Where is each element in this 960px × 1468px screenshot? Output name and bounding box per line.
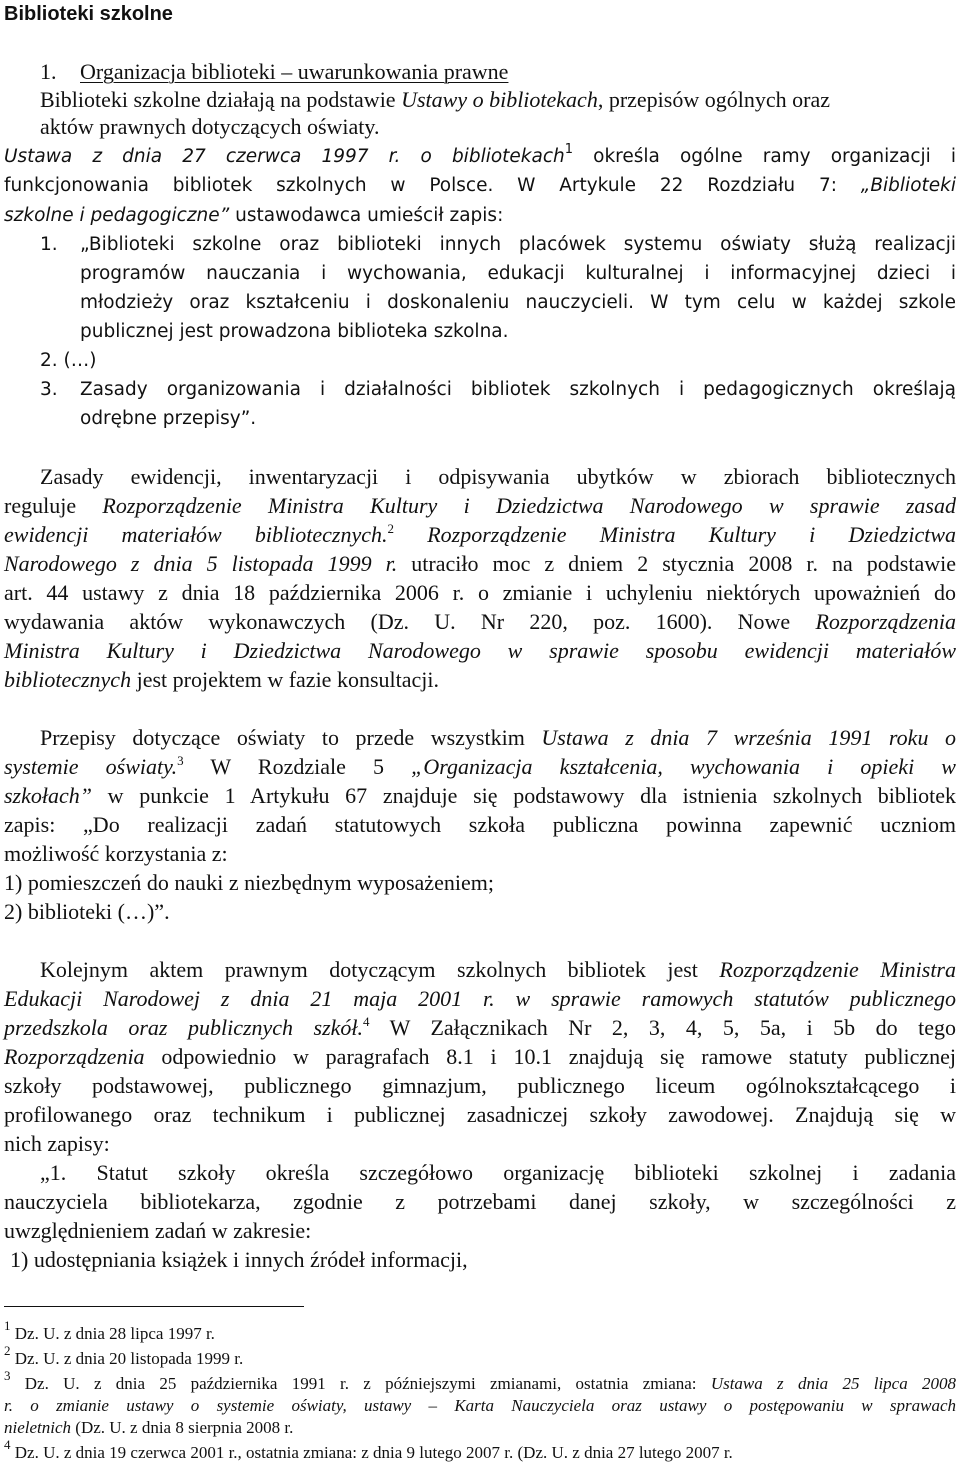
section-number: 1.	[40, 59, 57, 84]
text-line: aktów prawnych dotyczących oświaty.	[40, 114, 380, 139]
text-line: szkolne i pedagogiczne” ustawodawca umieścił zapis:	[4, 205, 504, 226]
footnote-3-cont: r. o zmianie ustawy o systemie oświaty, ustawy – Karta Nauczyciela oraz ustawy o postępowaniu w sprawach	[4, 1396, 956, 1415]
text-line: Zasady ewidencji, inwentaryzacji i odpisywania ubytków w zbiorach bibliotecznych	[40, 464, 956, 489]
text-line: ewidencji materiałów bibliotecznych.$^2$ Rozporządzenie Ministra Kultury i Dziedzictwa	[4, 521, 956, 547]
text-line: przedszkola oraz publicznych szkół.$^4$ W Załącznikach Nr 2, 3, 4, 5, 5a, i 5b do tego	[4, 1014, 956, 1040]
text-line: Biblioteki szkolne działają na podstawie Ustawy o bibliotekach, przepisów ogólnych oraz	[40, 87, 830, 112]
list-item: 1) udostępniania książek i innych źródeł informacji,	[10, 1247, 468, 1272]
quote-line: uwzględnieniem zadań w zakresie:	[4, 1218, 312, 1243]
quote-line: odrębne przepisy”.	[80, 408, 257, 429]
footnote-4: $^4$ Dz. U. z dnia 19 czerwca 2001 r., ostatnia zmiana: z dnia 9 lutego 2007 r. (Dz. U. z dnia 27 lutego 2007 r.	[4, 1437, 733, 1462]
footnote-1: $^1$ Dz. U. z dnia 28 lipca 1997 r.	[4, 1318, 215, 1343]
quote-line: „1. Statut szkoły określa szczegółowo organizację biblioteki szkolnej i zadania	[40, 1160, 956, 1185]
text-line: Edukacji Narodowej z dnia 21 maja 2001 r. w sprawie ramowych statutów publicznego	[4, 986, 956, 1011]
text-line: bibliotecznych jest projektem w fazie konsultacji.	[4, 667, 439, 692]
text-line: systemie oświaty.$^3$ W Rozdziale 5 „Organizacja kształcenia, wychowania i opieki w	[4, 753, 956, 779]
text-line: Narodowego z dnia 5 listopada 1999 r. utraciło moc z dniem 2 stycznia 2008 r. na podstawie	[4, 551, 957, 576]
text-line: szkołach” w punkcie 1 Artykułu 67 znajduje się podstawowy dla istnienia szkolnych bibliotek	[4, 783, 956, 808]
text-line: Kolejnym aktem prawnym dotyczącym szkolnych bibliotek jest Rozporządzenie Ministra	[40, 957, 956, 982]
text-line: Ministra Kultury i Dziedzictwa Narodowego w sprawie sposobu ewidencji materiałów	[4, 638, 956, 663]
quote-line: „Biblioteki szkolne oraz biblioteki innych placówek systemu oświaty służą realizacji	[80, 234, 956, 255]
footnote-2: $^2$ Dz. U. z dnia 20 listopada 1999 r.	[4, 1343, 244, 1368]
quote-line: programów nauczania i wychowania, edukacji kulturalnej i informacyjnej dzieci i	[80, 263, 956, 284]
quote-line: nauczyciela bibliotekarza, zgodnie z potrzebami danej szkoły, w szczególności z	[4, 1189, 956, 1214]
quote-line: młodzieży oraz kształceniu i doskonaleniu nauczycieli. W tym celu w każdej szkole	[80, 292, 956, 313]
document-heading: Biblioteki szkolne	[4, 3, 173, 25]
quote-line: publicznej jest prowadzona biblioteka szkolna.	[80, 321, 509, 342]
text-line: możliwość korzystania z:	[4, 841, 228, 866]
text-line: wydawania aktów wykonawczych (Dz. U. Nr 220, poz. 1600). Nowe Rozporządzenia	[4, 609, 956, 634]
section-title: Organizacja biblioteki – uwarunkowania prawne	[80, 59, 509, 84]
list-number: 3.	[40, 379, 58, 400]
text-line: art. 44 ustawy z dnia 18 października 2006 r. o zmianie i uchyleniu niektórych upoważnień do	[4, 580, 956, 605]
text-line: szkoły podstawowej, publicznego gimnazjum, publicznego liceum ogólnokształcącego i	[4, 1073, 956, 1098]
list-item: 2) biblioteki (…)”.	[4, 899, 170, 924]
text-line: Rozporządzenia odpowiednio w paragrafach 8.1 i 10.1 znajdują się ramowe statuty publicznej	[4, 1044, 956, 1069]
list-item: 1) pomieszczeń do nauki z niezbędnym wyposażeniem;	[4, 870, 494, 895]
text-line: Przepisy dotyczące oświaty to przede wszystkim Ustawa z dnia 7 września 1991 roku o	[40, 725, 957, 750]
quote-line: 2. (…)	[40, 350, 97, 371]
text-line: reguluje Rozporządzenie Ministra Kultury i Dziedzictwa Narodowego w sprawie zasad	[4, 493, 956, 518]
quote-line: Zasady organizowania i działalności bibliotek szkolnych i pedagogicznych określają	[80, 379, 956, 400]
text-line: zapis: „Do realizacji zadań statutowych szkoła publiczna powinna zapewnić uczniom	[4, 812, 956, 837]
text-line: profilowanego oraz technikum i publicznej zasadniczej szkoły zawodowej. Znajdują się w	[4, 1102, 956, 1127]
text-line: funkcjonowania bibliotek szkolnych w Polsce. W Artykule 22 Rozdziału 7: „Biblioteki	[4, 175, 956, 196]
footnote-3: $^3$ Dz. U. z dnia 25 października 1991 r. z późniejszymi zmianami, ostatnia zmiana: Ustawa z dnia 25 lipca 2008	[4, 1368, 956, 1393]
footnote-3-cont: nieletnich (Dz. U. z dnia 8 sierpnia 2008 r.	[4, 1418, 294, 1437]
text-line: nich zapisy:	[4, 1131, 110, 1156]
footnote-separator	[4, 1306, 304, 1307]
list-number: 1.	[40, 234, 58, 255]
text-line: Ustawa z dnia 27 czerwca 1997 r. o bibliotekach$^1$ określa ogólne ramy organizacji i	[4, 142, 957, 167]
